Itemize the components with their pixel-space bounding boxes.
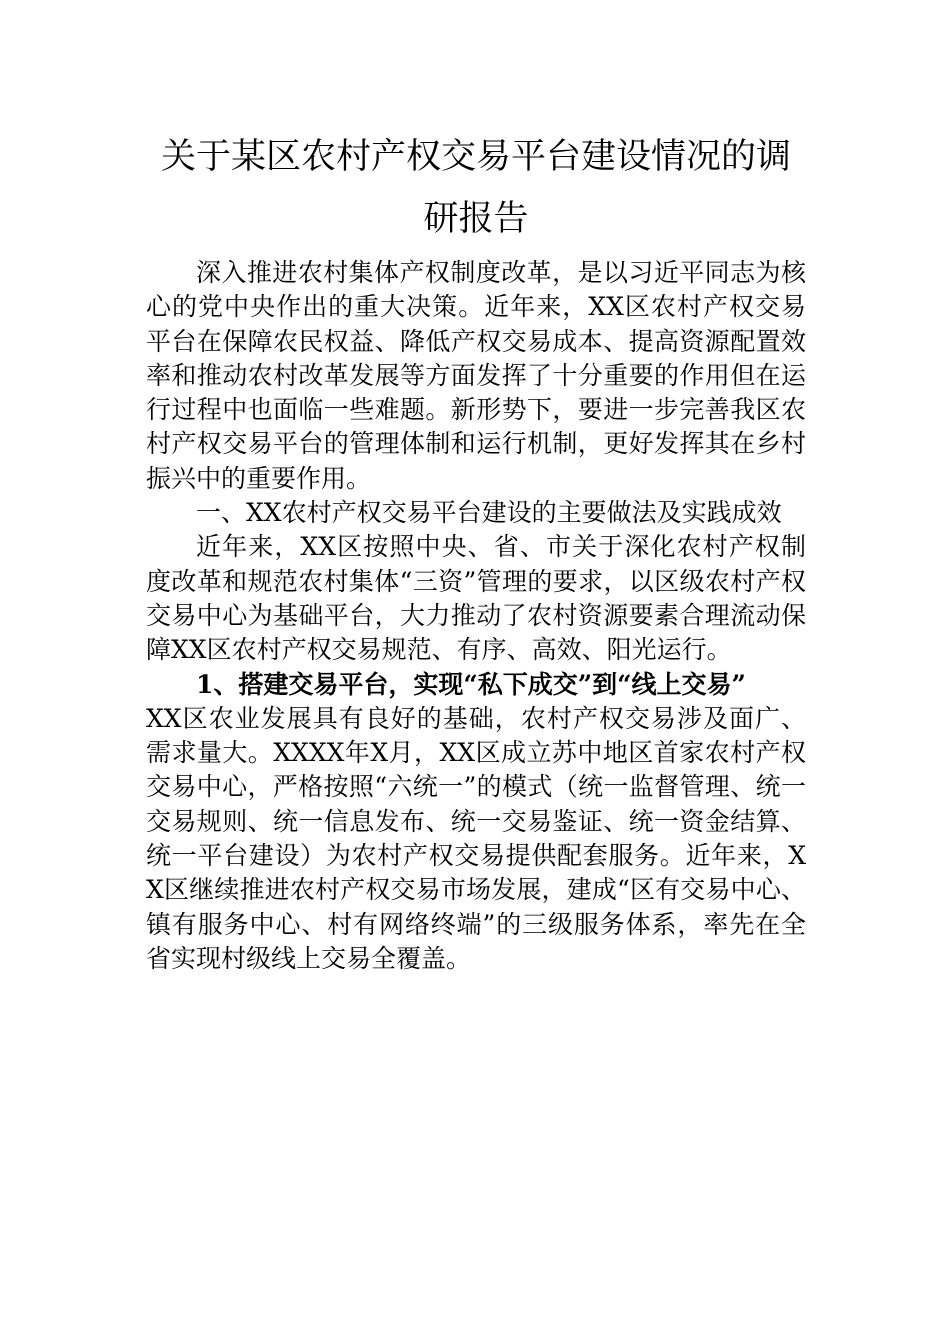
subsection-body-paragraph: XX区农业发展具有良好的基础，农村产权交易涉及面广、需求量大。XXXX年X月，XX区成立苏中地区首家农村产权交易中心，严格按照“六统一”的模式（统一监督管理、统一交易规则、统一信息发布、统一交易鉴证、统一资金结算、统一平台建设）为农村产权交易提供配套服务。近年来，XX区继续推进农村产权交易市场发展，建成“区有交易中心、镇有服务中心、村有网络终端”的三级服务体系，率先在全省实现村级线上交易全覆盖。 xyxy=(146,703,806,973)
document-title: 关于某区农村产权交易平台建设情况的调研报告 xyxy=(160,137,791,239)
intro-paragraph: 深入推进农村集体产权制度改革，是以习近平同志为核心的党中央作出的重大决策。近年来，XX区农村产权交易平台在保障农民权益、降低产权交易成本、提高资源配置效率和推动农村改革发展等方面发挥了十分重要的作用但在运行过程中也面临一些难题。新形势下，要进一步完善我区农村产权交易平台的管理体制和运行机制，更好发挥其在乡村振兴中的重要作用。 xyxy=(146,258,806,493)
section-body-paragraph: 近年来，XX区按照中央、省、市关于深化农村产权制度改革和规范农村集体“三资”管理的要求，以区级农村产权交易中心为基础平台，大力推动了农村资源要素合理流动保障XX区农村产权交易规范、有序、高效、阳光运行。 xyxy=(146,532,806,665)
subsection-heading: 1、搭建交易平台，实现“私下成交”到“线上交易” xyxy=(196,669,746,699)
section-heading: 一、XX农村产权交易平台建设的主要做法及实践成效 xyxy=(196,498,782,528)
document-body xyxy=(146,256,806,976)
